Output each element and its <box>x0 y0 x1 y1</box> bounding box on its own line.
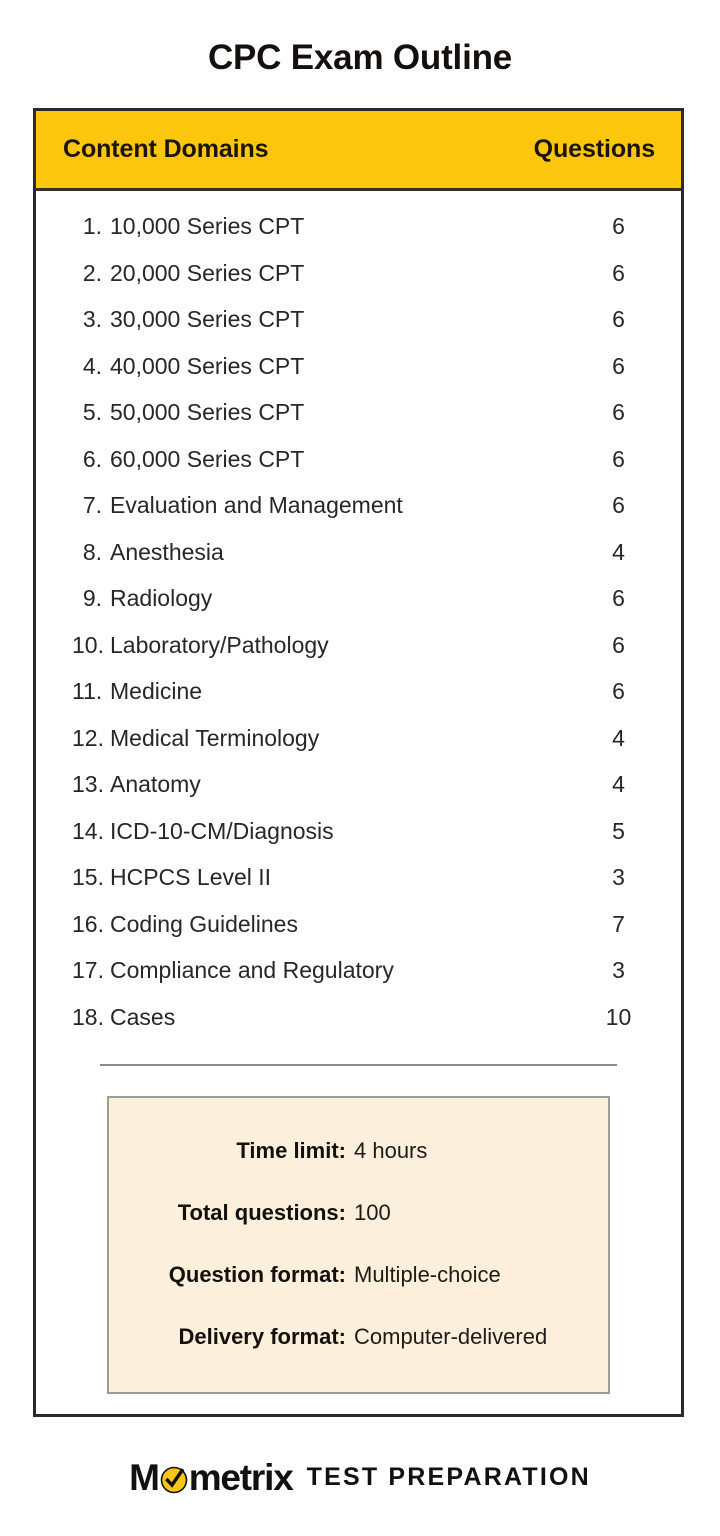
table-row <box>36 482 681 529</box>
row-label: Evaluation and Management <box>110 492 403 518</box>
row-label: 20,000 Series CPT <box>110 259 305 286</box>
row-index: 13. <box>72 771 104 797</box>
row-index: 15. <box>72 864 104 890</box>
row-index: 5. <box>82 399 102 425</box>
detail-label: Total questions: <box>177 1200 346 1225</box>
table-row <box>36 622 681 669</box>
row-label: Anatomy <box>110 771 201 797</box>
row-label: Medicine <box>110 678 203 704</box>
row-question-count: 5 <box>612 817 625 844</box>
row-index: 8. <box>82 538 102 565</box>
row-label: ICD-10-CM/Diagnosis <box>110 817 334 844</box>
column-header-content-domains: Content Domains <box>63 135 269 163</box>
detail-value: 100 <box>354 1200 391 1225</box>
table-row <box>36 994 681 1041</box>
table-row <box>36 529 681 576</box>
section-divider <box>100 1064 617 1066</box>
row-index: 17. <box>72 957 104 983</box>
row-index: 3. <box>82 306 102 332</box>
row-label: Anesthesia <box>110 538 224 565</box>
row-index: 12. <box>72 724 104 751</box>
row-index: 11. <box>72 678 103 704</box>
row-index: 1. <box>82 213 102 239</box>
table-row <box>36 761 681 808</box>
detail-row <box>109 1120 608 1182</box>
row-question-count: 3 <box>612 864 625 890</box>
table-row <box>36 715 681 762</box>
table-row <box>36 389 681 436</box>
checkmark-circle-icon <box>159 1465 189 1495</box>
row-question-count: 6 <box>612 306 625 332</box>
table-row <box>36 343 681 390</box>
footer-logo <box>0 1459 720 1496</box>
table-row <box>36 203 681 250</box>
row-label: 50,000 Series CPT <box>110 399 305 425</box>
detail-value: Multiple-choice <box>354 1262 501 1287</box>
row-label: HCPCS Level II <box>110 864 272 890</box>
domain-rows-list <box>36 191 681 1040</box>
row-label: Cases <box>110 1003 176 1030</box>
row-question-count: 4 <box>612 771 625 797</box>
detail-label: Time limit: <box>236 1138 346 1163</box>
row-question-count: 10 <box>605 1003 632 1030</box>
exam-details-box <box>107 1096 610 1394</box>
row-question-count: 6 <box>612 259 625 286</box>
table-row <box>36 436 681 483</box>
row-index: 2. <box>82 259 102 286</box>
table-row <box>36 668 681 715</box>
page-title: CPC Exam Outline <box>207 38 513 77</box>
row-index: 14. <box>72 817 104 844</box>
row-question-count: 4 <box>612 724 625 751</box>
table-row <box>36 296 681 343</box>
column-header-questions: Questions <box>533 135 655 163</box>
row-question-count: 6 <box>612 213 625 239</box>
table-row <box>36 808 681 855</box>
row-question-count: 4 <box>612 538 625 565</box>
row-question-count: 7 <box>612 910 625 937</box>
table-row <box>36 250 681 297</box>
detail-row <box>109 1306 608 1368</box>
footer-tagline: TEST PREPARATION <box>306 1463 591 1491</box>
detail-label: Delivery format: <box>178 1324 346 1349</box>
row-label: Medical Terminology <box>110 724 320 751</box>
row-label: Compliance and Regulatory <box>110 957 394 983</box>
row-label: Laboratory/Pathology <box>110 631 329 658</box>
row-question-count: 6 <box>612 399 625 425</box>
detail-row <box>109 1244 608 1306</box>
row-index: 4. <box>82 352 102 379</box>
row-question-count: 6 <box>612 352 625 379</box>
row-index: 7. <box>82 492 102 518</box>
detail-row <box>109 1182 608 1244</box>
row-question-count: 6 <box>612 492 625 518</box>
row-index: 10. <box>72 631 104 658</box>
row-label: Coding Guidelines <box>110 910 298 937</box>
row-index: 6. <box>82 445 102 472</box>
row-label: Radiology <box>110 585 213 611</box>
detail-label: Question format: <box>168 1262 346 1287</box>
brand-suffix: metrix <box>188 1457 293 1498</box>
table-row <box>36 947 681 994</box>
row-index: 9. <box>82 585 102 611</box>
row-question-count: 6 <box>612 585 625 611</box>
row-question-count: 6 <box>612 445 625 472</box>
row-label: 40,000 Series CPT <box>110 352 305 379</box>
row-label: 60,000 Series CPT <box>110 445 305 472</box>
table-row <box>36 901 681 948</box>
detail-value: Computer-delivered <box>354 1324 548 1349</box>
row-question-count: 6 <box>612 678 625 704</box>
table-row <box>36 854 681 901</box>
row-label: 10,000 Series CPT <box>110 213 305 239</box>
exam-outline-card <box>33 108 684 1417</box>
detail-value: 4 hours <box>354 1138 428 1163</box>
row-question-count: 6 <box>612 631 625 658</box>
row-question-count: 3 <box>612 957 625 983</box>
row-index: 16. <box>72 910 104 937</box>
table-header-row <box>36 111 681 191</box>
row-label: 30,000 Series CPT <box>110 306 305 332</box>
brand-prefix: M <box>129 1457 159 1498</box>
mometrix-wordmark <box>129 1459 292 1496</box>
table-row <box>36 575 681 622</box>
row-index: 18. <box>72 1003 104 1030</box>
